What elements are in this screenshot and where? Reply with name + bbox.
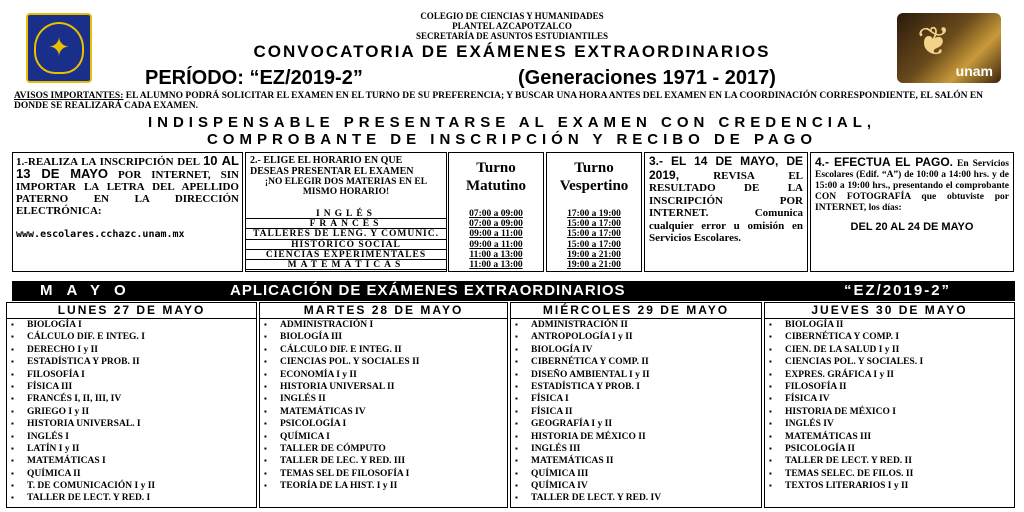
day-column-martes [259, 302, 508, 508]
band-month: MAYO [40, 282, 140, 299]
subject-item: ▪ ECONOMÍA I y II [264, 369, 507, 381]
subject-item: ▪ BIOLOGÍA III [264, 331, 507, 343]
subject-item: ▪ EXPRES. GRÁFICA I y II [769, 369, 1014, 381]
subject-item: ▪ FÍSICA I [515, 393, 761, 405]
time-slot: 09:00 a 11:00 [469, 229, 523, 240]
step-1-text-b: POR INTERNET, SIN IMPORTAR LA LETRA DEL APELLIDO PATERNO EN LA DIRECCIÓN ELECTRÓNICA: [16, 169, 239, 217]
area-subject: FRANCÉS [246, 219, 446, 229]
subject-item: ▪ INGLÉS II [264, 393, 507, 405]
area-subject: INGLÉS [246, 209, 446, 219]
area-subject: TALLERES DE LENG. Y COMUNIC. [246, 229, 446, 239]
subject-item: ▪ TALLER DE LECT. Y RED. IV [515, 492, 761, 504]
subject-item: ▪ QUÍMICA III [515, 468, 761, 480]
avisos-label: AVISOS IMPORTANTES: [14, 91, 124, 101]
subject-list [7, 319, 256, 505]
subject-item: ▪ MATEMÁTICAS II [515, 455, 761, 467]
turno-vespertino-column [546, 152, 642, 272]
day-header: MARTES 28 DE MAYO [260, 303, 507, 319]
subject-item: ▪ HISTORIA UNIVERSAL. I [11, 418, 256, 430]
step-4-dates: DEL 20 AL 24 DE MAYO [850, 221, 974, 233]
subject-item: ▪ PSICOLOGÍA I [264, 418, 507, 430]
subject-item: ▪ CIENCIAS POL. Y SOCIALES. I [769, 356, 1014, 368]
aplicacion-band [12, 281, 1015, 301]
subject-item: ▪ BIOLOGÍA I [11, 319, 256, 331]
avisos-text: EL ALUMNO PODRÁ SOLICITAR EL EXAMEN EN EL TURNO DE SU PREFERENCIA; Y BUSCAR UNA HORA ANTES DEL EXAMEN EN LA COORDINACIÓN CORRESPONDIENTE, EL SALÓN EN DONDE SE REALIZARÁ CADA EXAMEN. [14, 91, 984, 111]
subject-list [511, 319, 761, 505]
subject-item: ▪ MATEMÁTICAS IV [264, 406, 507, 418]
subject-item: ▪ QUÍMICA IV [515, 480, 761, 492]
subject-item: ▪ TALLER DE CÓMPUTO [264, 443, 507, 455]
subject-item: ▪ CÁLCULO DIF. E INTEG. II [264, 344, 507, 356]
subject-item: ▪ TALLER DE LECT. Y RED. I [11, 492, 256, 504]
subject-item: ▪ GRIEGO I y II [11, 406, 256, 418]
subject-item: ▪ GEOGRAFÍA I y II [515, 418, 761, 430]
generaciones-label: (Generaciones 1971 - 2017) [518, 67, 776, 89]
time-slot: 17:00 a 19:00 [567, 209, 621, 219]
turno-matutino-name: Matutino [466, 178, 526, 194]
subject-item: ▪ T. DE COMUNICACIÓN I y II [11, 480, 256, 492]
step-2-horario [245, 152, 447, 272]
subject-item: ▪ FÍSICA IV [769, 393, 1014, 405]
subject-list [765, 319, 1014, 492]
turno-vespertino-name: Vespertino [559, 178, 629, 194]
time-slot: 19:00 a 21:00 [567, 259, 621, 270]
subject-item: ▪ FILOSOFÍA I [11, 369, 256, 381]
subject-item: ▪ DERECHO I y II [11, 344, 256, 356]
subject-item: ▪ ADMINISTRACIÓN I [264, 319, 507, 331]
subject-item: ▪ FILOSOFÍA II [769, 381, 1014, 393]
page-title: CONVOCATORIA DE EXÁMENES EXTRAORDINARIOS [253, 42, 771, 61]
header-line-1: COLEGIO DE CIENCIAS Y HUMANIDADES [420, 11, 604, 21]
indispensable-line-1: INDISPENSABLE PRESENTARSE AL EXAMEN CON CREDENCIAL, [147, 114, 877, 131]
subject-item: ▪ CIENCIAS POL. Y SOCIALES II [264, 356, 507, 368]
subject-item: ▪ FÍSICA III [11, 381, 256, 393]
subject-item: ▪ FÍSICA II [515, 406, 761, 418]
day-column-jueves [764, 302, 1015, 508]
subject-item: ▪ ESTADÍSTICA Y PROB. II [11, 356, 256, 368]
unam-logo-word: unam [955, 63, 993, 79]
step-1-dates: 10 AL 13 DE MAYO [16, 153, 239, 181]
inscripcion-url-link[interactable]: www.escolares.cchazc.unam.mx [16, 229, 185, 240]
time-slot: 15:00 a 17:00 [567, 239, 621, 250]
avisos-importantes [14, 91, 1004, 111]
band-code: “EZ/2019-2” [844, 282, 952, 299]
time-slot: 07:00 a 09:00 [469, 209, 523, 219]
subject-item: ▪ TALLER DE LEC. Y RED. III [264, 455, 507, 467]
subject-item: ▪ BIOLOGÍA II [769, 319, 1014, 331]
time-slot: 15:00 a 17:00 [567, 229, 621, 240]
subject-item: ▪ INGLÉS I [11, 431, 256, 443]
puma-icon: ❦ [917, 19, 951, 65]
subject-item: ▪ TEXTOS LITERARIOS I y II [769, 480, 1014, 492]
subject-item: ▪ CIBERNÉTICA Y COMP. I [769, 331, 1014, 343]
time-slot: 11:00 a 13:00 [469, 249, 523, 260]
subject-item: ▪ TEMAS SEL DE FILOSOFÍA I [264, 468, 507, 480]
subject-item: ▪ ADMINISTRACIÓN II [515, 319, 761, 331]
subject-item: ▪ TALLER DE LECT. Y RED. II [769, 455, 1014, 467]
subject-item: ▪ MATEMÁTICAS I [11, 455, 256, 467]
subject-item: ▪ BIOLOGÍA IV [515, 344, 761, 356]
time-slot: 11:00 a 13:00 [469, 259, 523, 270]
subject-item: ▪ CIEN. DE LA SALUD I y II [769, 344, 1014, 356]
header-line-3: SECRETARÍA DE ASUNTOS ESTUDIANTILES [416, 31, 608, 41]
periodo-label: PERÍODO: “EZ/2019-2” [145, 67, 363, 89]
turno-matutino-column [448, 152, 544, 272]
area-subject: MATEMÁTICAS [246, 260, 446, 270]
subject-item: ▪ HISTORIA UNIVERSAL II [264, 381, 507, 393]
subject-item: ▪ HISTORIA DE MÉXICO I [769, 406, 1014, 418]
time-slot: 07:00 a 09:00 [469, 219, 523, 230]
subject-item: ▪ DISEÑO AMBIENTAL I y II [515, 369, 761, 381]
step-4-pago [810, 152, 1014, 272]
subject-item: ▪ HISTORIA DE MÉXICO II [515, 431, 761, 443]
step-2-note: ¡NO ELEGIR DOS MATERIAS EN EL MISMO HORARIO! [264, 177, 428, 197]
step-3-revisa [644, 152, 808, 272]
subject-item: ▪ TEORÍA DE LA HIST. I y II [264, 480, 507, 492]
area-subject-list [246, 209, 446, 270]
subject-item: ▪ ESTADÍSTICA Y PROB. I [515, 381, 761, 393]
step-3-text-c: Comunica cualquier error u omisión en Servicios Escolares. [649, 207, 803, 244]
subject-item: ▪ INGLÉS IV [769, 418, 1014, 430]
subject-item: ▪ CÁLCULO DIF. E INTEG. I [11, 331, 256, 343]
subject-item: ▪ QUÍMICA I [264, 431, 507, 443]
day-column-miercoles [510, 302, 762, 508]
turno-matutino-label: Turno [476, 160, 516, 176]
subject-list [260, 319, 507, 492]
subject-item: ▪ MATEMÁTICAS III [769, 431, 1014, 443]
area-subject: CIENCIAS EXPERIMENTALES [246, 250, 446, 260]
step-3-text-b: REVISA EL RESULTADO DE LA INSCRIPCIÓN POR INTERNET. [649, 169, 803, 219]
subject-item: ▪ TEMAS SELEC. DE FILOS. II [769, 468, 1014, 480]
time-slot: 15:00 a 17:00 [567, 219, 621, 230]
indispensable-line-2: COMPROBANTE DE INSCRIPCIÓN Y RECIBO DE PAGO [206, 131, 818, 148]
subject-item: ▪ CIBERNÉTICA Y COMP. II [515, 356, 761, 368]
day-header: MIÉRCOLES 29 DE MAYO [511, 303, 761, 319]
subject-item: ▪ QUÍMICA II [11, 468, 256, 480]
turno-vespertino-label: Turno [574, 160, 614, 176]
day-header: JUEVES 30 DE MAYO [765, 303, 1014, 319]
subject-item: ▪ LATÍN I y II [11, 443, 256, 455]
time-slot: 09:00 a 11:00 [469, 239, 523, 250]
subject-item: ▪ ANTROPOLOGÍA I y II [515, 331, 761, 343]
header-line-2: PLANTEL AZCAPOTZALCO [452, 21, 572, 31]
step-1-inscripcion [12, 152, 243, 272]
step-2-title: 2.- ELIGE EL HORARIO EN QUE DESEAS PRESENTAR EL EXAMEN [250, 155, 414, 177]
unam-shield-icon: ✦ [34, 22, 84, 74]
day-header: LUNES 27 DE MAYO [7, 303, 256, 319]
day-column-lunes [6, 302, 257, 508]
area-subject: HISTÓRICO SOCIAL [246, 240, 446, 250]
band-title: APLICACIÓN DE EXÁMENES EXTRAORDINARIOS [230, 282, 626, 299]
subject-item: ▪ INGLÉS III [515, 443, 761, 455]
subject-item: ▪ PSICOLOGÍA II [769, 443, 1014, 455]
step-4-text: En Servicios Escolares (Edif. “A”) de 10:00 a 14:00 hrs. y de 15:00 a 19:00 hrs., presentando el comprobante CON FOTOGRAFÍA que obtuviste por INTERNET, los días: [815, 159, 1010, 213]
subject-item: ▪ FRANCÉS I, II, III, IV [11, 393, 256, 405]
step-4-title: 4.- EFECTUA EL PAGO. [815, 155, 953, 169]
time-slot: 19:00 a 21:00 [567, 249, 621, 260]
step-3-text-a: 3.- EL 14 DE MAYO, DE 2019, [649, 154, 803, 182]
step-1-text-a: 1.-REALIZA LA INSCRIPCIÓN DEL [16, 156, 204, 168]
